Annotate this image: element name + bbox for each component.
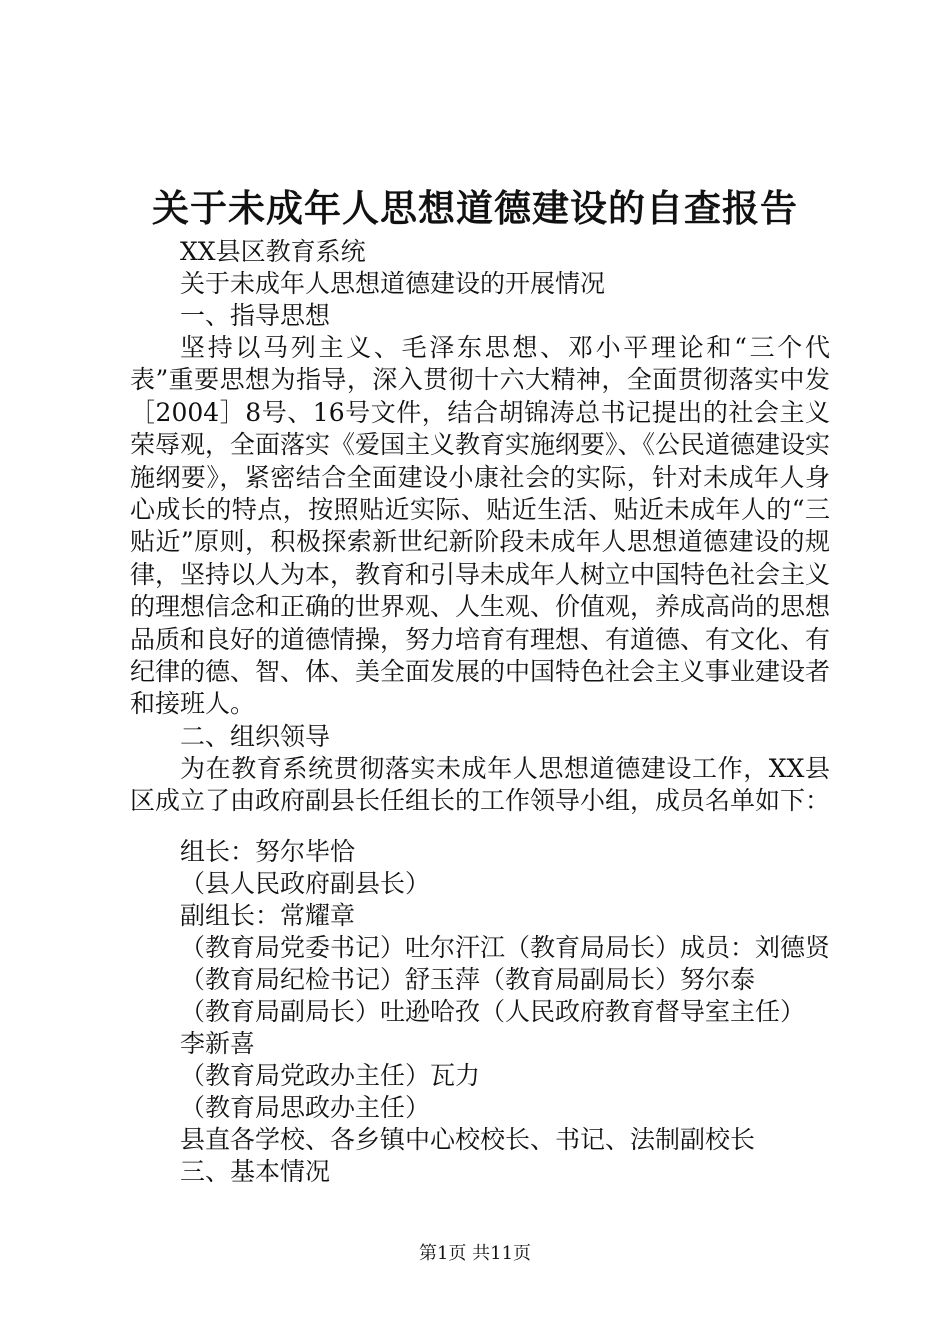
members-line-6: （教育局思政办主任） xyxy=(180,1092,431,1122)
section-heading-2: 二、组织领导 xyxy=(180,721,331,751)
leader-title-line: （县人民政府副县长） xyxy=(180,868,431,898)
org-line: XX县区教育系统 xyxy=(180,237,366,266)
members-line-3: （教育局副局长）吐逊哈孜（人民政府教育督导室主任） xyxy=(180,996,806,1026)
subtitle-line: 关于未成年人思想道德建设的开展情况 xyxy=(180,269,606,298)
members-line-7: 县直各学校、各乡镇中心校校长、书记、法制副校长 xyxy=(180,1124,756,1154)
page-number-footer: 第1页 共11页 xyxy=(418,1243,532,1264)
section-heading-3: 三、基本情况 xyxy=(180,1156,331,1186)
paragraph-guiding-ideology: 坚持以马列主义、毛泽东思想、邓小平理论和“三个代表”重要思想为指导，深入贯彻十六大精神，全面贯彻落实中发［2004］8号、16号文件，结合胡锦涛总书记提出的社会主义荣辱观，全面落实《爱国主义教育实施纲要》、《公民道德建设实施纲要》，紧密结合全面建设小康社会的实际，针对未成年人身心成长的特点，按照贴近实际、贴近生活、贴近未成年人的“三贴近”原则，积极探索新世纪新阶段未成年人思想道德建设的规律，坚持以人为本，教育和引导未成年人树立中国特色社会主义的理想信念和正确的世界观、人生观、价值观，养成高尚的思想品质和良好的道德情操，努力培育有理想、有道德、有文化、有纪律的德、智、体、美全面发展的中国特色社会主义事业建设者和接班人。 xyxy=(130,333,831,719)
members-line-4: 李新喜 xyxy=(180,1028,256,1058)
members-line-1: （教育局党委书记）吐尔汗江（教育局局长）成员：刘德贤 xyxy=(180,932,831,962)
leader-line: 组长：努尔毕恰 xyxy=(180,836,356,866)
members-line-2: （教育局纪检书记）舒玉萍（教育局副局长）努尔泰 xyxy=(180,964,756,994)
deputy-line: 副组长：常耀章 xyxy=(180,900,356,930)
document-title: 关于未成年人思想道德建设的自查报告 xyxy=(152,186,798,230)
paragraph-organization: 为在教育系统贯彻落实未成年人思想道德建设工作，XX县区成立了由政府副县长任组长的工作领导小组，成员名单如下： xyxy=(130,753,831,816)
document-body xyxy=(130,236,830,1188)
members-line-5: （教育局党政办主任）瓦力 xyxy=(180,1060,481,1090)
section-heading-1: 一、指导思想 xyxy=(180,301,331,330)
